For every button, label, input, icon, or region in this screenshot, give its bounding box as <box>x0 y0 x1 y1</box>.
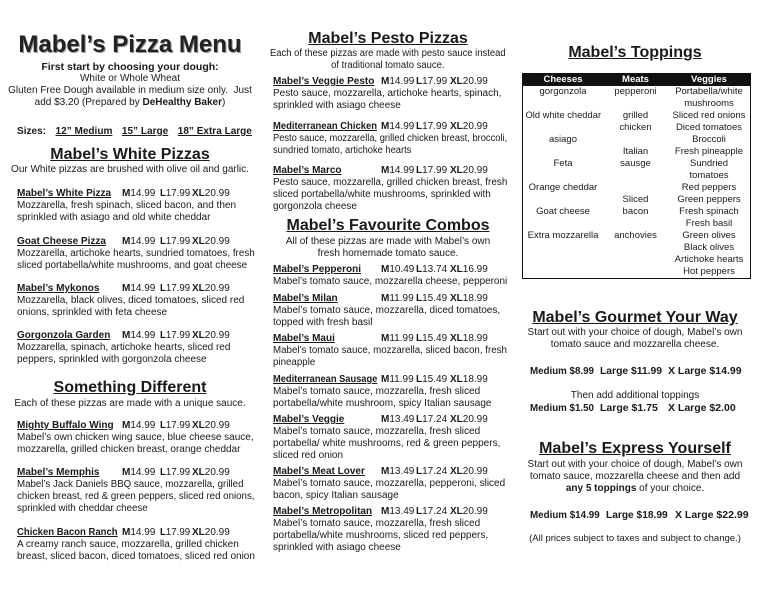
price-value: 14.99 <box>130 283 156 294</box>
white-pizzas-heading-wrap <box>10 145 250 164</box>
item-description: Pesto sauce, mozzarella, grilled chicken breast, broccoli, sundried tomato, artichoke hearts <box>273 133 508 156</box>
item-price-m: M14.99 <box>381 121 415 132</box>
gourmet-price-large: Large $11.99 <box>600 365 663 377</box>
item-name: Mabel’s Mykonos <box>17 283 100 294</box>
menu-item <box>17 420 255 456</box>
item-description: Mabel’s Jack Daniels BBQ sauce, mozzarella, grilled chicken breast, red & green peppers, sliced red onions, sprinkled with cheddar cheese <box>17 479 255 514</box>
item-name: Chicken Bacon Ranch <box>17 527 118 538</box>
express-price-xlarge: X Large $22.99 <box>675 509 749 521</box>
price-value: 11.99 <box>389 374 414 385</box>
dough-heading-wrap <box>5 61 255 73</box>
gluten-free-wrap <box>5 85 255 97</box>
price-value: 17.24 <box>422 506 448 517</box>
combos-subtitle: All of these pizzas are made with Mabel’s own fresh homemade tomato sauce. <box>285 236 491 259</box>
gourmet-price-medium: Medium $8.99 <box>530 365 594 377</box>
price-value: 20.99 <box>204 420 230 431</box>
express-desc-wrap <box>515 459 755 483</box>
meat-item-cell <box>603 194 668 218</box>
menu-item <box>273 76 507 112</box>
price-value: 13.49 <box>389 506 415 517</box>
item-price-xl: XL20.99 <box>450 506 488 517</box>
sizes-wrap <box>17 121 257 139</box>
price-value: 17.99 <box>165 283 191 294</box>
veggie-item-cell <box>668 134 750 146</box>
menu-title-wrap <box>10 30 250 60</box>
dough-options: White or Whole Wheat <box>79 73 181 84</box>
item-price-xl: XL20.99 <box>192 527 230 538</box>
cheese-item-cell <box>523 230 603 242</box>
item-price-m: M13.49 <box>381 466 415 477</box>
item-price-m: M14.99 <box>122 467 156 478</box>
toppings-table <box>522 73 751 279</box>
price-value: 14.99 <box>389 76 415 87</box>
price-value: 14.99 <box>389 165 415 176</box>
price-note-wrap <box>515 533 755 545</box>
veggie-item: Broccoli <box>692 134 726 145</box>
pesto-subtitle: Each of these pizzas are made with pesto sauce instead of traditional tomato sauce. <box>270 48 506 71</box>
combos-subtitle-wrap <box>268 236 508 260</box>
something-different-heading-wrap <box>10 378 250 397</box>
price-value: 14.99 <box>130 467 156 478</box>
item-price-xl: XL20.99 <box>450 466 488 477</box>
item-description: Mabel’s tomato sauce, mozzarella, diced tomatoes, topped with fresh basil <box>273 305 501 328</box>
veggie-item-cell <box>668 146 750 158</box>
express-price-medium: Medium $14.99 <box>530 509 600 521</box>
item-price-l: L17.24 <box>416 506 448 517</box>
gourmet-price-xlarge: X Large $14.99 <box>668 365 742 377</box>
express-heading-wrap <box>515 439 755 458</box>
meat-item: grilled chicken <box>619 110 652 133</box>
meat-item: Italian sausge <box>620 146 651 169</box>
pesto-heading-wrap <box>268 29 508 48</box>
price-value: 20.99 <box>462 466 488 477</box>
menu-item <box>273 121 507 157</box>
menu-item <box>17 330 255 366</box>
item-name: Mighty Buffalo Wing <box>17 420 114 431</box>
item-price-xl: XL20.99 <box>192 236 230 247</box>
price-value: 20.99 <box>462 121 488 132</box>
item-price-m: M10.49 <box>381 264 415 275</box>
item-price-xl: XL20.99 <box>192 420 230 431</box>
item-price-m: M14.99 <box>381 165 415 176</box>
item-name: Mabel’s Veggie <box>273 414 345 425</box>
item-price-xl: XL20.99 <box>192 283 230 294</box>
something-different-subtitle-wrap <box>5 398 255 410</box>
item-price-l: L17.99 <box>160 330 191 341</box>
item-price-m: M14.99 <box>122 420 156 431</box>
price-value: 20.99 <box>204 283 230 294</box>
meat-item-cell <box>603 86 668 98</box>
price-value: 17.24 <box>422 466 448 477</box>
cheese-item: Goat cheese <box>536 206 590 217</box>
item-price-m: M11.99 <box>381 333 414 344</box>
pesto-heading: Mabel’s Pesto Pizzas <box>308 30 468 47</box>
white-pizzas-subtitle-wrap <box>5 164 255 176</box>
menu-item <box>273 293 507 329</box>
veggie-item-cell <box>668 86 750 98</box>
item-price-l: L17.99 <box>160 467 191 478</box>
menu-item <box>273 165 507 213</box>
additional-toppings-label: Then add additional toppings <box>570 390 700 401</box>
item-name: Mabel’s Metropolitan <box>273 506 373 517</box>
veggie-item-cell <box>668 170 750 182</box>
item-price-l: L17.24 <box>416 466 448 477</box>
veggie-item: Artichoke hearts <box>674 254 744 265</box>
topping-price-large: Large $1.75 <box>600 402 658 414</box>
item-description: Mozzarella, spinach, artichoke hearts, sliced red peppers, sprinkled with gorgonzola cheese <box>17 342 231 365</box>
item-name: Goat Cheese Pizza <box>17 236 106 247</box>
menu-item <box>17 236 255 272</box>
price-value: 18.99 <box>462 374 488 385</box>
veggie-item-cell <box>668 110 750 122</box>
sizes-label: Sizes: <box>17 125 46 137</box>
item-name: Gorgonzola Garden <box>17 330 111 341</box>
item-price-m: M11.99 <box>381 293 414 304</box>
item-price-m: M11.99 <box>381 374 414 385</box>
gluten-free-text: add $3.20 (Prepared by <box>34 97 143 108</box>
price-value: 20.99 <box>204 188 230 199</box>
price-value: 18.99 <box>462 333 488 344</box>
veggie-item-cell <box>668 254 750 266</box>
item-price-l: L15.49 <box>416 293 448 304</box>
menu-item <box>273 466 507 502</box>
veggie-item: Fresh basil <box>685 218 733 229</box>
express-heading: Mabel’s Express Yourself <box>539 440 731 457</box>
item-description: Mabel’s tomato sauce, mozzarella, fresh sliced portabella/white mushroom, spicy Italian sausage <box>273 386 492 409</box>
item-description: Mozzarella, artichoke hearts, sundried tomatoes, fresh sliced portabella/white mushrooms, and goat cheese <box>17 248 255 271</box>
item-price-m: M14.99 <box>122 236 156 247</box>
item-price-m: M14.99 <box>122 527 156 538</box>
price-value: 17.99 <box>165 236 191 247</box>
header-veggies: Veggies <box>691 74 727 85</box>
price-value: 20.99 <box>204 467 230 478</box>
veggie-item: mushrooms <box>684 98 734 109</box>
item-name: Mabel’s Milan <box>273 293 338 304</box>
veggie-item: tomatoes <box>689 170 729 181</box>
cheese-item: Orange cheddar <box>528 182 598 193</box>
price-value: 13.49 <box>389 414 415 425</box>
combos-heading: Mabel’s Favourite Combos <box>286 217 490 234</box>
veggie-item-cell <box>668 230 750 242</box>
veggie-item-cell <box>668 98 750 110</box>
price-value: 11.99 <box>389 333 414 344</box>
item-price-l: L17.99 <box>160 236 191 247</box>
express-desc-line3-wrap <box>515 483 755 495</box>
item-price-l: L17.24 <box>416 414 448 425</box>
item-name: Mabel’s White Pizza <box>17 188 112 199</box>
item-price-m: M14.99 <box>381 76 415 87</box>
item-price-m: M14.99 <box>122 188 156 199</box>
baker-name: DeHealthy Baker <box>142 97 222 108</box>
item-price-l: L15.49 <box>416 333 448 344</box>
price-value: 10.49 <box>389 264 415 275</box>
veggie-item: Green olives <box>682 230 736 241</box>
item-price-l: L15.49 <box>416 374 448 385</box>
paren: ) <box>222 97 226 108</box>
price-value: 14.99 <box>130 330 156 341</box>
price-value: 20.99 <box>462 165 488 176</box>
header-meats: Meats <box>622 74 649 85</box>
price-value: 20.99 <box>204 527 230 538</box>
price-value: 17.99 <box>422 76 448 87</box>
item-price-xl: XL18.99 <box>450 374 488 385</box>
veggie-item-cell <box>668 206 750 218</box>
price-value: 20.99 <box>462 76 488 87</box>
veggie-item: Red peppers <box>681 182 737 193</box>
express-desc: Start out with your choice of dough, Mabel’s own tomato sauce, mozzarella cheese and then add <box>527 459 743 482</box>
item-price-xl: XL20.99 <box>192 330 230 341</box>
item-price-xl: XL18.99 <box>450 293 488 304</box>
item-price-xl: XL20.99 <box>450 121 488 132</box>
item-name: Mediterranean Chicken <box>273 121 377 132</box>
something-different-heading: Something Different <box>53 379 207 396</box>
gluten-free-note: Gluten Free Dough available in medium size only. Just <box>8 85 252 96</box>
size-medium: 12” Medium <box>55 125 113 137</box>
item-description: Mozzarella, fresh spinach, sliced bacon, and then sprinkled with asiago and old white cheddar <box>17 200 237 223</box>
meat-item-cell <box>603 110 668 134</box>
item-name: Mediterranean Sausage <box>273 374 378 385</box>
header-cheeses: Cheeses <box>543 74 583 85</box>
menu-item <box>17 527 255 563</box>
cheese-item: gorgonzola <box>539 86 587 97</box>
cheese-item-cell <box>523 134 603 146</box>
dough-options-wrap <box>5 73 255 85</box>
menu-title: Mabel’s Pizza Menu <box>18 31 242 58</box>
meat-item: pepperoni <box>614 86 657 97</box>
item-price-xl: XL20.99 <box>450 414 488 425</box>
item-description: Mabel’s own chicken wing sauce, blue cheese sauce, mozzarella, grilled chicken breast, orange cheddar <box>17 432 254 455</box>
price-value: 14.99 <box>130 236 156 247</box>
item-price-l: L17.99 <box>416 121 448 132</box>
price-value: 17.99 <box>165 467 191 478</box>
item-description: Mabel’s tomato sauce, mozzarella, fresh sliced portabella/ white mushrooms, red & green peppers, sliced red onion <box>273 426 501 461</box>
dough-heading: First start by choosing your dough: <box>41 61 219 73</box>
toppings-heading: Mabel’s Toppings <box>568 44 702 61</box>
gluten-free-wrap-2 <box>5 97 255 109</box>
veggie-item-cell <box>668 266 750 278</box>
menu-item <box>17 188 255 224</box>
item-name: Mabel’s Veggie Pesto <box>273 76 375 87</box>
topping-price-xlarge: X Large $2.00 <box>668 402 736 414</box>
item-price-m: M13.49 <box>381 414 415 425</box>
express-prices <box>530 509 760 523</box>
item-price-l: L17.99 <box>160 188 191 199</box>
item-name: Mabel’s Marco <box>273 165 342 176</box>
cheese-item: Old white cheddar <box>525 110 601 121</box>
veggie-item: Diced tomatoes <box>675 122 742 133</box>
item-name: Mabel’s Maui <box>273 333 335 344</box>
veggie-item: Green peppers <box>677 194 741 205</box>
price-note: (All prices subject to taxes and subject to change.) <box>529 533 741 544</box>
express-price-large: Large $18.99 <box>606 509 668 521</box>
toppings-heading-wrap <box>520 43 750 62</box>
veggie-item: Sundried <box>689 158 729 169</box>
price-value: 11.99 <box>389 293 414 304</box>
item-description: Mabel’s tomato sauce, mozzarella, pepperoni, sliced bacon, spicy Italian sausage <box>273 478 506 501</box>
size-large: 15” Large <box>121 125 169 137</box>
express-desc-end: of your choice. <box>636 483 705 494</box>
topping-price-medium: Medium $1.50 <box>530 402 594 414</box>
cheese-item: asiago <box>549 134 577 145</box>
sizes-row <box>17 125 252 138</box>
size-xlarge: 18” Extra Large <box>177 125 252 137</box>
cheese-item-cell <box>523 158 603 170</box>
combos-heading-wrap <box>268 216 508 235</box>
price-value: 15.49 <box>422 293 448 304</box>
item-description: Mabel’s tomato sauce, mozzarella, fresh sliced portabella/white mushrooms, sliced red peppers, sprinkled with asiago cheese <box>273 518 489 553</box>
veggie-item: Sliced red onions <box>672 110 746 121</box>
white-pizzas-subtitle: Our White pizzas are brushed with olive oil and garlic. <box>11 164 249 175</box>
price-value: 17.99 <box>165 527 191 538</box>
menu-item <box>17 467 255 515</box>
item-price-l: L17.99 <box>416 76 448 87</box>
veggie-item-cell <box>668 122 750 134</box>
item-description: Mozzarella, black olives, diced tomatoes, sliced red onions, sprinkled with feta cheese <box>17 295 245 318</box>
price-value: 15.49 <box>422 374 448 385</box>
item-price-xl: XL20.99 <box>192 467 230 478</box>
item-price-l: L13.74 <box>416 264 448 275</box>
price-value: 14.99 <box>130 420 156 431</box>
menu-item <box>273 333 507 369</box>
veggie-item-cell <box>668 182 750 194</box>
item-price-l: L17.99 <box>160 527 191 538</box>
price-value: 17.99 <box>165 330 191 341</box>
cheese-item-cell <box>523 86 603 98</box>
price-value: 16.99 <box>462 264 488 275</box>
cheese-item-cell <box>523 206 603 218</box>
veggie-item-cell <box>668 194 750 206</box>
price-value: 20.99 <box>462 506 488 517</box>
price-value: 17.99 <box>165 420 191 431</box>
gourmet-prices <box>530 365 760 379</box>
veggie-item-cell <box>668 242 750 254</box>
cheese-item-cell <box>523 182 603 194</box>
price-value: 17.99 <box>422 121 448 132</box>
express-desc-line3 <box>566 483 704 495</box>
additional-toppings-wrap <box>515 390 755 402</box>
cheese-item: Feta <box>553 158 573 169</box>
price-value: 17.24 <box>422 414 448 425</box>
item-description: Mabel’s tomato sauce, mozzarella, sliced bacon, fresh pineapple <box>273 345 507 368</box>
price-value: 20.99 <box>204 236 230 247</box>
menu-item <box>273 506 507 554</box>
price-value: 14.99 <box>130 527 156 538</box>
item-price-xl: XL20.99 <box>450 76 488 87</box>
menu-item <box>273 374 507 410</box>
price-value: 17.99 <box>165 188 191 199</box>
pesto-subtitle-wrap <box>268 48 508 72</box>
item-name: Mabel’s Pepperoni <box>273 264 361 275</box>
gourmet-desc-wrap <box>515 327 755 351</box>
item-name: Mabel’s Meat Lover <box>273 466 365 477</box>
gourmet-desc: Start out with your choice of dough, Mabel’s own tomato sauce and mozzarella cheese. <box>527 327 743 350</box>
price-value: 13.49 <box>389 466 415 477</box>
price-value: 13.74 <box>422 264 448 275</box>
item-price-xl: XL20.99 <box>450 165 488 176</box>
express-desc-bold: any 5 toppings <box>565 483 637 494</box>
veggie-item: Portabella/white <box>675 86 743 97</box>
gourmet-heading: Mabel’s Gourmet Your Way <box>532 309 738 326</box>
meat-item-cell <box>603 230 668 242</box>
item-name: Mabel’s Memphis <box>17 467 100 478</box>
meat-item: anchovies <box>614 230 657 241</box>
item-price-m: M13.49 <box>381 506 415 517</box>
item-description: Pesto sauce, mozzarella, grilled chicken breast, fresh sliced portabella/white mushrooms, sprinkled with gorgonzola cheese <box>273 177 508 212</box>
cheese-item: Extra mozzarella <box>527 230 599 241</box>
price-value: 15.49 <box>422 333 448 344</box>
something-different-subtitle: Each of these pizzas are made with a unique sauce. <box>14 398 246 409</box>
item-price-l: L17.99 <box>160 283 191 294</box>
item-description: Mabel’s tomato sauce, mozzarella cheese, pepperoni <box>273 276 508 287</box>
menu-item <box>273 264 507 288</box>
price-value: 20.99 <box>462 414 488 425</box>
gourmet-heading-wrap <box>515 308 755 327</box>
item-price-m: M14.99 <box>122 283 156 294</box>
price-value: 20.99 <box>204 330 230 341</box>
veggie-item: Hot peppers <box>683 266 735 277</box>
menu-item <box>17 283 255 319</box>
item-price-l: L17.99 <box>160 420 191 431</box>
toppings-table-header <box>523 74 750 86</box>
menu-item <box>273 414 507 462</box>
veggie-item: Fresh spinach <box>679 206 739 217</box>
item-price-xl: XL20.99 <box>192 188 230 199</box>
item-price-xl: XL18.99 <box>450 333 488 344</box>
item-price-xl: XL16.99 <box>450 264 488 275</box>
veggie-item-cell <box>668 158 750 170</box>
meat-item: Sliced bacon <box>622 194 649 217</box>
item-description: A creamy ranch sauce, mozzarella, grilled chicken breast, sliced bacon, diced tomatoes, sliced red onion <box>17 539 255 562</box>
item-price-m: M14.99 <box>122 330 156 341</box>
gluten-free-note-2 <box>35 97 226 109</box>
item-price-l: L17.99 <box>416 165 448 176</box>
cheese-item-cell <box>523 110 603 122</box>
price-value: 14.99 <box>130 188 156 199</box>
price-value: 14.99 <box>389 121 415 132</box>
veggie-item: Black olives <box>683 242 735 253</box>
white-pizzas-heading: Mabel’s White Pizzas <box>50 146 210 163</box>
price-value: 18.99 <box>462 293 488 304</box>
veggie-item-cell <box>668 218 750 230</box>
item-description: Pesto sauce, mozzarella, artichoke hearts, spinach, sprinkled with asiago cheese <box>273 88 502 111</box>
topping-prices <box>530 402 760 416</box>
price-value: 17.99 <box>422 165 448 176</box>
veggie-item: Fresh pineapple <box>674 146 744 157</box>
meat-item-cell <box>603 146 668 170</box>
